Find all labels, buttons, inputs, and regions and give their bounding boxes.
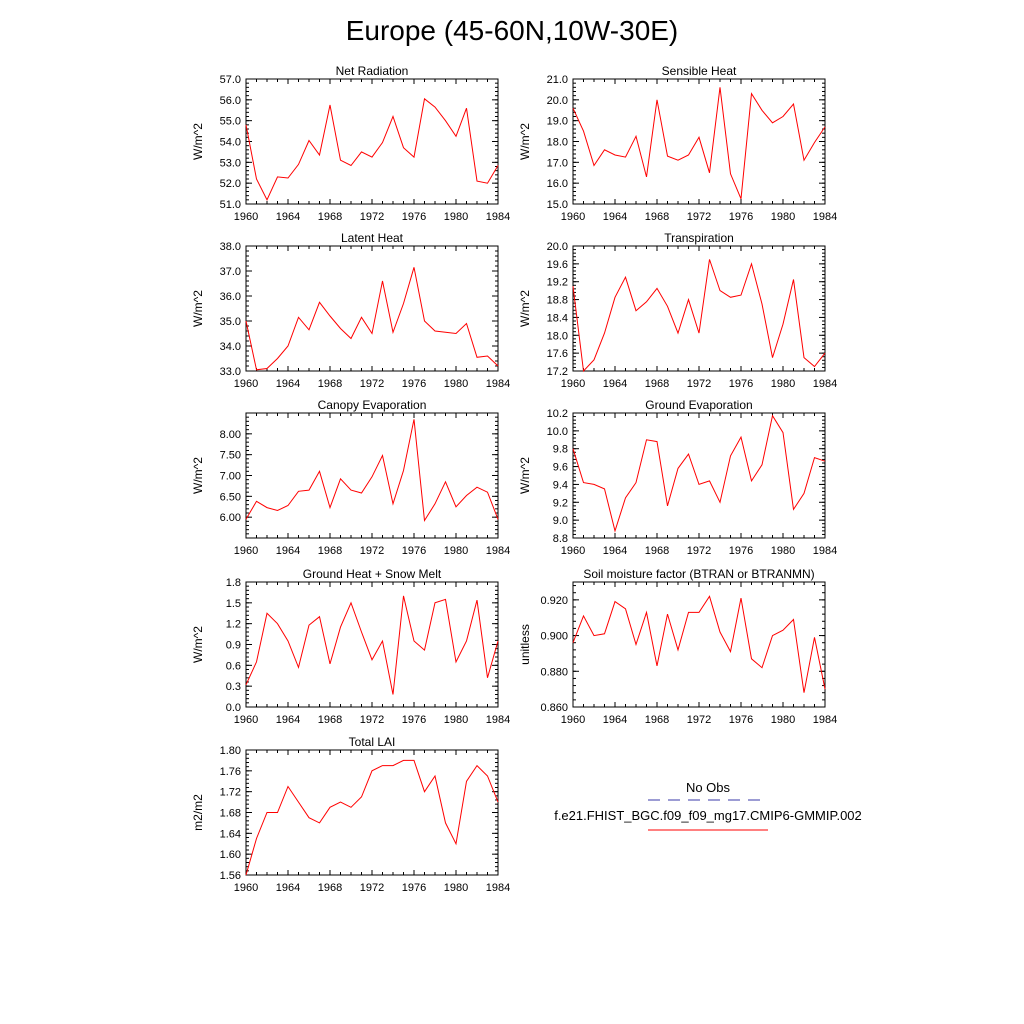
x-tick-label: 1984	[485, 378, 511, 390]
y-tick-label: 1.80	[219, 745, 241, 757]
x-tick-label: 1980	[443, 378, 469, 390]
series-line	[573, 87, 825, 199]
x-tick-label: 1960	[233, 378, 259, 390]
x-tick-label: 1972	[359, 882, 385, 894]
legend	[554, 780, 862, 830]
y-tick-label: 1.2	[225, 618, 241, 631]
legend-label-model: f.e21.FHIST_BGC.f09_f09_mg17.CMIP6-GMMIP.002	[554, 808, 862, 823]
x-tick-label: 1984	[485, 882, 511, 894]
y-tick-label: 18.4	[546, 312, 568, 325]
legend-label-obs: No Obs	[685, 780, 731, 795]
y-tick-label: 18.0	[546, 330, 568, 343]
y-tick-label: 6.50	[219, 491, 241, 504]
y-tick-label: 17.0	[546, 157, 568, 170]
y-tick-label: 33.0	[219, 366, 241, 378]
panel-ground-heat-snow-melt	[191, 567, 510, 726]
y-tick-label: 0.9	[225, 639, 241, 652]
y-axis-label: W/m^2	[191, 457, 205, 494]
panel-title: Ground Evaporation	[645, 398, 753, 412]
x-tick-label: 1964	[602, 378, 628, 390]
panel-soil-moisture-factor-btran-or-btranmn	[518, 567, 837, 726]
y-tick-label: 6.00	[219, 512, 241, 525]
y-tick-label: 9.4	[552, 479, 568, 492]
x-tick-label: 1976	[728, 714, 754, 726]
y-tick-label: 54.0	[219, 136, 241, 149]
series-line	[246, 99, 498, 200]
x-tick-label: 1968	[317, 545, 343, 557]
y-axis-label: W/m^2	[518, 290, 532, 327]
y-tick-label: 0.6	[225, 660, 241, 673]
x-tick-label: 1980	[770, 545, 796, 557]
x-tick-label: 1968	[644, 211, 670, 223]
panel-title: Soil moisture factor (BTRAN or BTRANMN)	[583, 567, 815, 581]
x-tick-label: 1964	[275, 545, 301, 557]
x-tick-label: 1964	[275, 378, 301, 390]
plot-frame	[573, 246, 825, 371]
series-line	[573, 596, 825, 692]
plot-frame	[246, 413, 498, 538]
x-tick-label: 1960	[560, 714, 586, 726]
x-tick-label: 1968	[317, 378, 343, 390]
y-tick-label: 1.68	[219, 807, 241, 820]
y-tick-label: 38.0	[219, 241, 241, 253]
y-tick-label: 7.50	[219, 449, 241, 462]
y-tick-label: 10.2	[546, 408, 568, 420]
y-axis-label: W/m^2	[191, 290, 205, 327]
y-tick-label: 9.8	[552, 443, 568, 456]
y-tick-label: 0.860	[540, 702, 568, 714]
y-tick-label: 37.0	[219, 266, 241, 278]
series-line	[246, 760, 498, 875]
x-tick-label: 1984	[812, 714, 838, 726]
series-line	[573, 416, 825, 531]
x-tick-label: 1964	[602, 714, 628, 726]
panel-canopy-evaporation	[191, 398, 510, 557]
panel-net-radiation	[191, 64, 510, 223]
y-tick-label: 19.2	[546, 276, 568, 289]
x-tick-label: 1984	[812, 378, 838, 390]
y-tick-label: 1.72	[219, 786, 241, 799]
panel-title: Net Radiation	[335, 64, 409, 78]
y-tick-label: 53.0	[219, 157, 241, 170]
x-tick-label: 1972	[686, 714, 712, 726]
plot-frame	[573, 582, 825, 707]
x-tick-label: 1984	[812, 211, 838, 223]
panel-title: Latent Heat	[340, 231, 404, 245]
y-axis-label: W/m^2	[191, 123, 205, 160]
series-line	[246, 267, 498, 370]
y-tick-label: 36.0	[219, 291, 241, 303]
x-tick-label: 1960	[560, 211, 586, 223]
y-tick-label: 18.8	[546, 294, 568, 307]
x-tick-label: 1980	[443, 211, 469, 223]
x-tick-label: 1968	[644, 714, 670, 726]
figure-title: Europe (45-60N,10W-30E)	[345, 15, 679, 46]
y-tick-label: 16.0	[546, 178, 568, 191]
panels-group	[191, 64, 837, 894]
panel-title: Total LAI	[348, 735, 396, 749]
series-line	[246, 596, 498, 695]
plot-frame	[246, 79, 498, 204]
y-tick-label: 55.0	[219, 115, 241, 128]
x-tick-label: 1984	[485, 545, 511, 557]
y-tick-label: 0.900	[540, 630, 568, 643]
y-tick-label: 8.8	[552, 533, 568, 545]
x-tick-label: 1976	[401, 882, 427, 894]
y-tick-label: 9.0	[552, 515, 568, 528]
x-tick-label: 1984	[485, 211, 511, 223]
y-tick-label: 1.5	[225, 597, 241, 610]
x-tick-label: 1968	[644, 545, 670, 557]
x-tick-label: 1960	[233, 882, 259, 894]
panel-latent-heat	[191, 231, 510, 390]
x-tick-label: 1972	[359, 378, 385, 390]
y-tick-label: 1.64	[219, 828, 241, 841]
series-line	[573, 259, 825, 371]
y-tick-label: 0.920	[540, 594, 568, 607]
x-tick-label: 1960	[560, 545, 586, 557]
x-tick-label: 1964	[275, 882, 301, 894]
y-tick-label: 10.0	[546, 425, 568, 438]
y-tick-label: 20.0	[546, 94, 568, 107]
x-tick-label: 1976	[401, 545, 427, 557]
y-tick-label: 56.0	[219, 94, 241, 107]
y-tick-label: 1.76	[219, 765, 241, 778]
y-tick-label: 0.3	[225, 681, 241, 694]
x-tick-label: 1972	[686, 545, 712, 557]
y-tick-label: 1.56	[219, 870, 241, 882]
x-tick-label: 1968	[317, 714, 343, 726]
y-tick-label: 19.6	[546, 258, 568, 271]
x-tick-label: 1972	[686, 211, 712, 223]
plot-frame	[573, 413, 825, 538]
x-tick-label: 1976	[728, 545, 754, 557]
x-tick-label: 1976	[401, 378, 427, 390]
x-tick-label: 1980	[770, 378, 796, 390]
plot-frame	[573, 79, 825, 204]
x-tick-label: 1976	[728, 211, 754, 223]
y-axis-label: W/m^2	[518, 123, 532, 160]
panel-total-lai	[191, 735, 510, 894]
x-tick-label: 1984	[485, 714, 511, 726]
y-axis-label: m2/m2	[191, 794, 205, 831]
plot-frame	[246, 246, 498, 371]
y-axis-label: unitless	[518, 624, 532, 665]
x-tick-label: 1976	[401, 714, 427, 726]
y-tick-label: 0.0	[225, 702, 241, 714]
x-tick-label: 1972	[686, 378, 712, 390]
y-tick-label: 0.880	[540, 666, 568, 679]
x-tick-label: 1980	[770, 211, 796, 223]
y-tick-label: 19.0	[546, 115, 568, 128]
y-tick-label: 57.0	[219, 74, 241, 86]
y-tick-label: 17.2	[546, 366, 568, 378]
x-tick-label: 1968	[317, 882, 343, 894]
x-tick-label: 1960	[233, 714, 259, 726]
series-line	[246, 419, 498, 520]
panel-title: Canopy Evaporation	[317, 398, 427, 412]
y-tick-label: 7.00	[219, 470, 241, 483]
y-tick-label: 52.0	[219, 178, 241, 191]
x-tick-label: 1964	[275, 211, 301, 223]
y-tick-label: 8.00	[219, 428, 241, 441]
x-tick-label: 1972	[359, 211, 385, 223]
x-tick-label: 1964	[275, 714, 301, 726]
x-tick-label: 1980	[443, 882, 469, 894]
x-tick-label: 1980	[443, 714, 469, 726]
panel-title: Transpiration	[664, 231, 734, 245]
x-tick-label: 1964	[602, 545, 628, 557]
x-tick-label: 1960	[233, 545, 259, 557]
x-tick-label: 1984	[812, 545, 838, 557]
x-tick-label: 1972	[359, 545, 385, 557]
panel-title: Sensible Heat	[661, 64, 737, 78]
y-axis-label: W/m^2	[191, 626, 205, 663]
x-tick-label: 1980	[770, 714, 796, 726]
panel-ground-evaporation	[518, 398, 837, 557]
x-tick-label: 1960	[560, 378, 586, 390]
y-tick-label: 34.0	[219, 341, 241, 353]
y-tick-label: 17.6	[546, 348, 568, 361]
x-tick-label: 1968	[317, 211, 343, 223]
y-tick-label: 1.60	[219, 849, 241, 862]
x-tick-label: 1980	[443, 545, 469, 557]
panel-sensible-heat	[518, 64, 837, 223]
plot-frame	[246, 582, 498, 707]
panel-title: Ground Heat + Snow Melt	[302, 567, 442, 581]
x-tick-label: 1964	[602, 211, 628, 223]
panel-transpiration	[518, 231, 837, 390]
y-tick-label: 35.0	[219, 316, 241, 328]
y-tick-label: 1.8	[225, 577, 241, 589]
y-tick-label: 18.0	[546, 136, 568, 149]
y-tick-label: 15.0	[546, 199, 568, 211]
plot-frame	[246, 750, 498, 875]
y-tick-label: 51.0	[219, 199, 241, 211]
y-axis-label: W/m^2	[518, 457, 532, 494]
x-tick-label: 1976	[728, 378, 754, 390]
x-tick-label: 1972	[359, 714, 385, 726]
x-tick-label: 1976	[401, 211, 427, 223]
x-tick-label: 1968	[644, 378, 670, 390]
y-tick-label: 9.6	[552, 461, 568, 474]
y-tick-label: 20.0	[546, 241, 568, 253]
x-tick-label: 1960	[233, 211, 259, 223]
y-tick-label: 21.0	[546, 74, 568, 86]
y-tick-label: 9.2	[552, 497, 568, 510]
